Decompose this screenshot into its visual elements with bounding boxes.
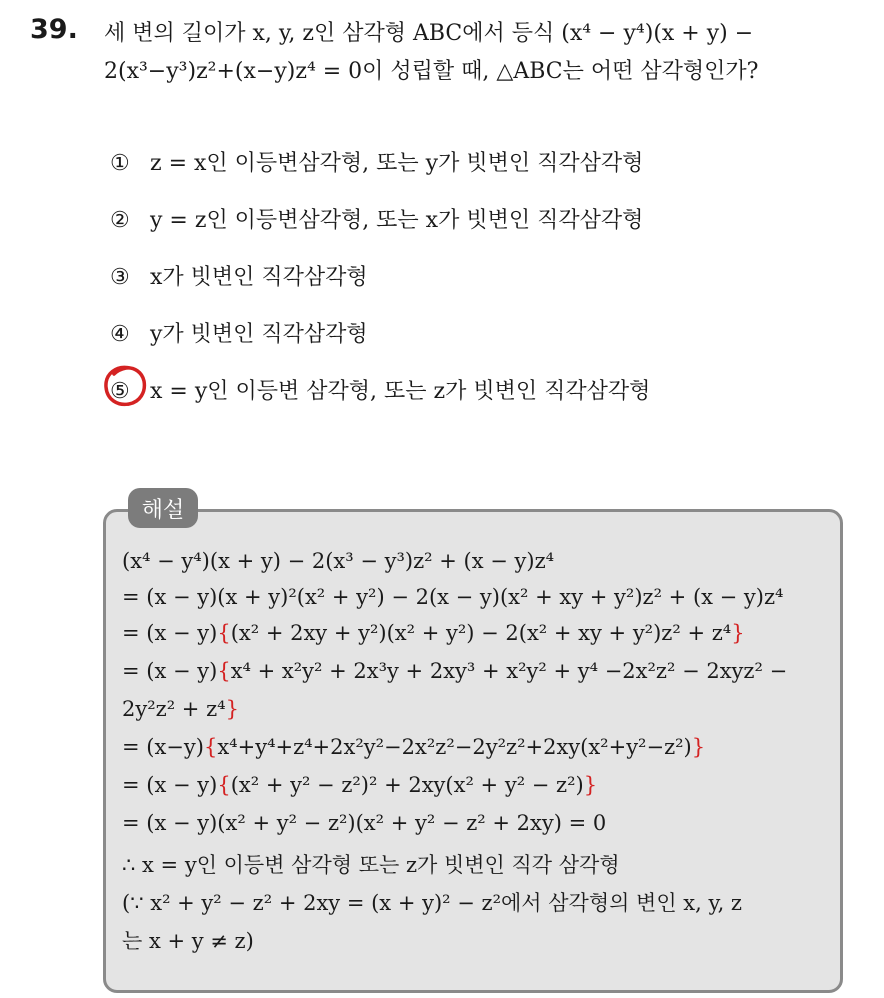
choice-number: ①	[110, 151, 130, 176]
open-brace: {	[217, 659, 231, 683]
solution-label: 해설	[128, 488, 198, 528]
question-text-line-2: 2(x³−y³)z²+(x−y)z⁴ = 0이 성립할 때, △ABC는 어떤 삼각형인가?	[104, 59, 759, 84]
open-brace: {	[217, 773, 231, 797]
solution-line-text: (x⁴ − y⁴)(x + y) − 2(x³ − y³)z² + (x − y)z⁴	[122, 549, 555, 573]
choice-number: ⑤	[110, 379, 130, 404]
solution-line-text: = (x − y)	[122, 659, 218, 683]
choice-1[interactable]	[110, 146, 643, 177]
choice-number: ④	[110, 322, 130, 347]
solution-line	[122, 585, 783, 609]
choice-2[interactable]	[110, 203, 643, 234]
solution-line-text: (x² + 2xy + y²)(x² + y²) − 2(x² + xy + y²)z² + z⁴	[230, 621, 732, 645]
solution-line-text: (x² + y² − z²)² + 2xy(x² + y² − z²)	[230, 773, 584, 797]
close-brace: }	[583, 773, 598, 797]
solution-line-text: = (x − y)	[122, 773, 218, 797]
open-brace: {	[217, 621, 231, 645]
solution-line	[122, 887, 742, 917]
solution-line	[122, 773, 597, 797]
question-number: 39.	[30, 14, 78, 45]
choice-text: y가 빗변인 직각삼각형	[150, 322, 368, 347]
solution-line-text: 2y²z² + z⁴	[122, 697, 226, 721]
choice-number: ③	[110, 265, 130, 290]
close-brace: }	[731, 621, 745, 645]
choice-text: y = z인 이등변삼각형, 또는 x가 빗변인 직각삼각형	[150, 208, 644, 233]
solution-line-text: 는 x + y ≠ z)	[122, 929, 254, 953]
question-text-line-1: 세 변의 길이가 x, y, z인 삼각형 ABC에서 등식 (x⁴ − y⁴)(x + y) −	[104, 21, 754, 46]
solution-line-text: = (x−y)	[122, 735, 204, 759]
solution-line-text: x⁴+y⁴+z⁴+2x²y²−2x²z²−2y²z²+2xy(x²+y²−z²)	[217, 735, 692, 759]
answer-circle-mark	[100, 362, 150, 410]
open-brace: {	[203, 735, 218, 759]
solution-line	[122, 621, 745, 645]
choice-5[interactable]	[110, 374, 650, 405]
close-brace: }	[691, 735, 706, 759]
solution-line	[122, 849, 620, 879]
choice-text: z = x인 이등변삼각형, 또는 y가 빗변인 직각삼각형	[150, 151, 644, 176]
choice-number: ②	[110, 208, 130, 233]
solution-line	[122, 549, 554, 573]
choice-3[interactable]	[110, 260, 368, 291]
choice-4[interactable]	[110, 317, 368, 348]
solution-line	[122, 925, 254, 955]
solution-line-text: = (x − y)	[122, 621, 218, 645]
solution-line	[122, 659, 787, 683]
solution-line-text: = (x − y)(x + y)²(x² + y²) − 2(x − y)(x² + xy + y²)z² + (x − y)z⁴	[122, 585, 784, 609]
solution-line-text: x⁴ + x²y² + 2x³y + 2xy³ + x²y² + y⁴ −2x²z² − 2xyz² −	[230, 659, 788, 683]
solution-line-text: = (x − y)(x² + y² − z²)(x² + y² − z² + 2xy) = 0	[122, 811, 607, 835]
solution-line	[122, 735, 705, 759]
solution-line-text: ∴ x = y인 이등변 삼각형 또는 z가 빗변인 직각 삼각형	[122, 853, 620, 877]
solution-line-text: (∵ x² + y² − z² + 2xy = (x + y)² − z²에서 삼각형의 변인 x, y, z	[122, 891, 742, 915]
solution-line	[122, 697, 239, 721]
choice-text: x = y인 이등변 삼각형, 또는 z가 빗변인 직각삼각형	[150, 379, 651, 404]
solution-line	[122, 811, 606, 835]
close-brace: }	[225, 697, 239, 721]
choice-text: x가 빗변인 직각삼각형	[150, 265, 368, 290]
